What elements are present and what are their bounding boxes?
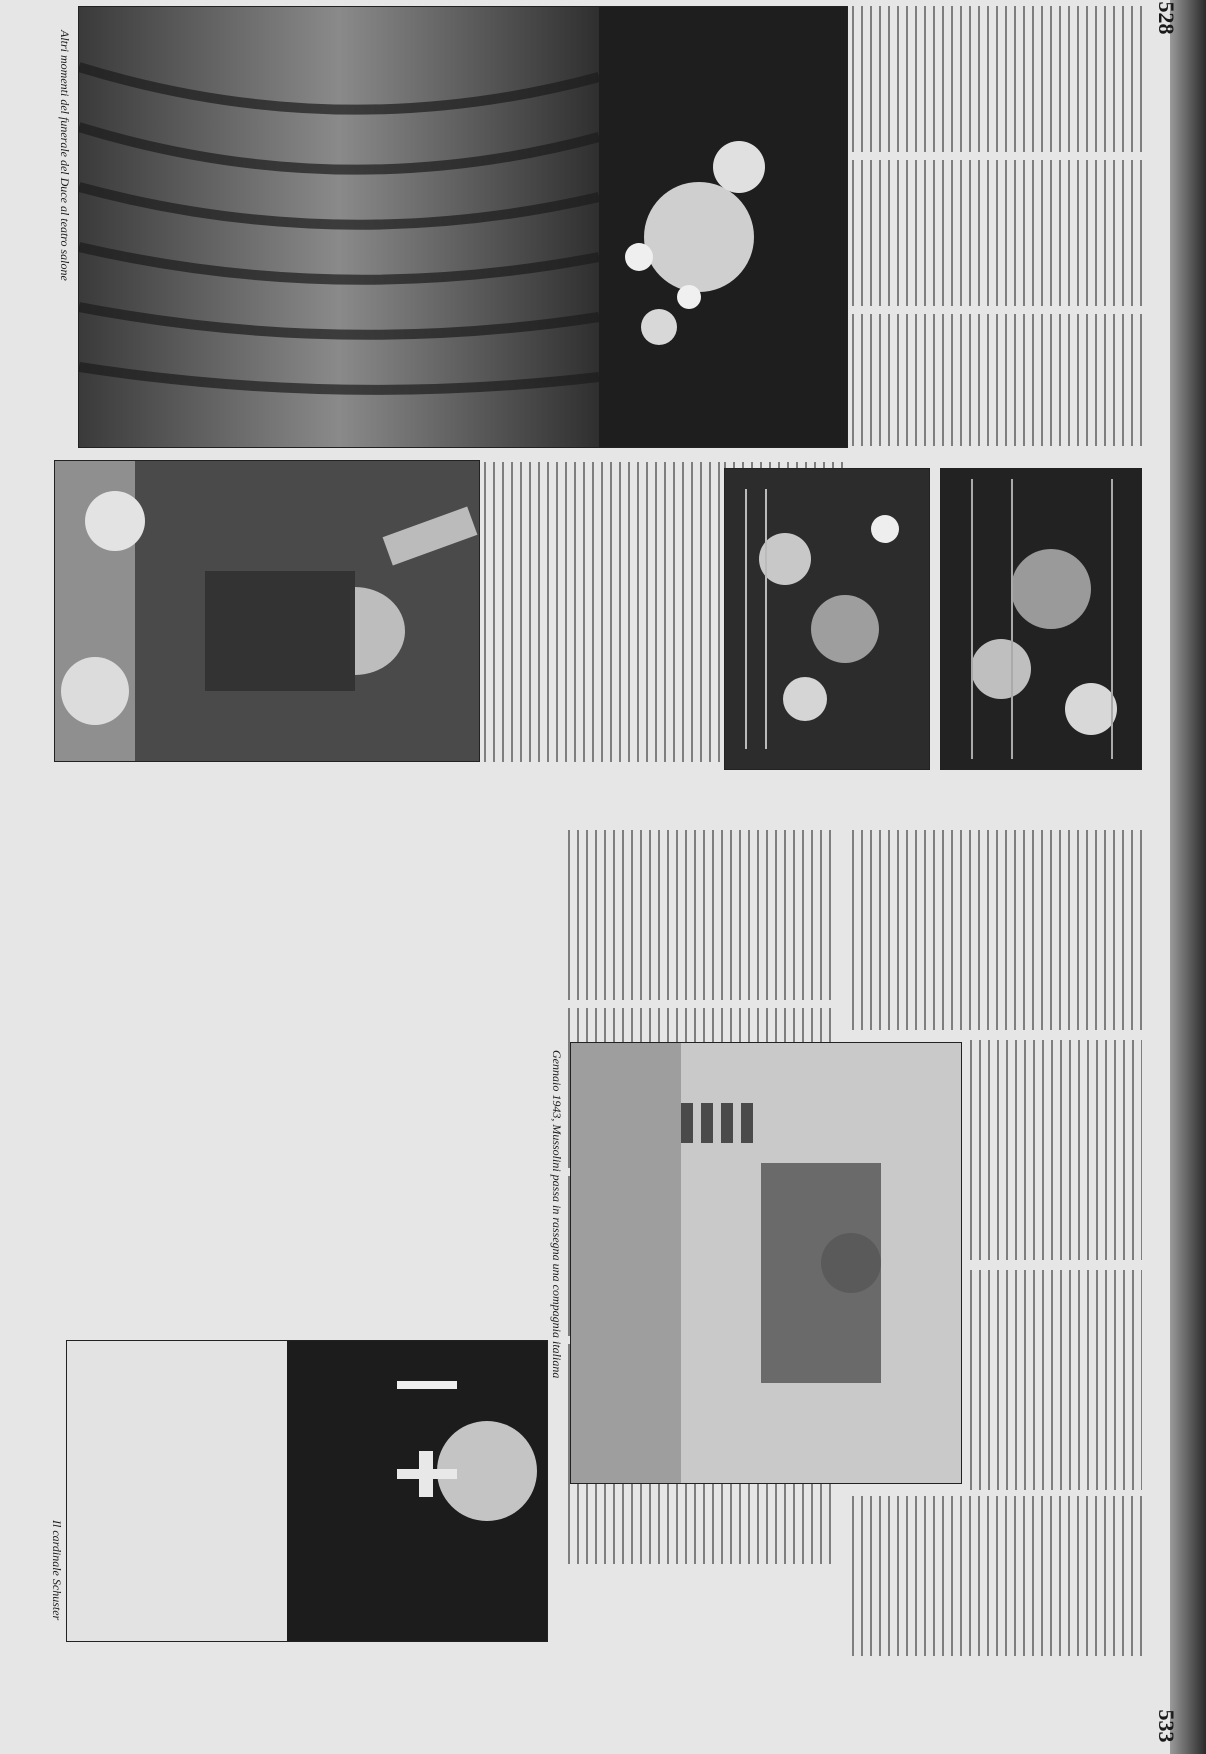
- folio-bottom: 533: [1154, 1709, 1179, 1743]
- crowd-mourning-image-2: [941, 469, 1141, 769]
- funeral-drape-photo: [78, 6, 848, 448]
- caption-top-left: Altri momenti del funerale del Duce al teatro salone: [58, 30, 72, 281]
- saluting-officer-image: [55, 461, 479, 761]
- text-column-middle-1: [484, 462, 720, 762]
- text-column-top-right-2: [852, 160, 1142, 306]
- funeral-drape-image: [79, 7, 847, 447]
- page-binding-edge: [1170, 0, 1206, 1754]
- crowd-mourning-photo-1: [724, 468, 930, 770]
- cardinal-portrait-image: [67, 1341, 547, 1641]
- caption-bottom-photo: Gennaio 1943, Mussolini passa in rassegna una compagnia italiana: [550, 1050, 564, 1379]
- text-column-bottom-right-3: [970, 1270, 1142, 1490]
- text-column-bottom-1: [568, 830, 838, 1000]
- text-column-bottom-right-2: [970, 1040, 1142, 1260]
- inspection-image: [571, 1043, 961, 1483]
- folio-top: 528: [1154, 1, 1179, 35]
- crowd-mourning-photo-2: [940, 468, 1142, 770]
- caption-bottom-left: Il cardinale Schuster: [50, 1520, 64, 1621]
- cardinal-portrait-photo: [66, 1340, 548, 1642]
- saluting-officer-photo: [54, 460, 480, 762]
- inspection-photo: [570, 1042, 962, 1484]
- text-column-top-right-3: [852, 314, 1142, 446]
- text-column-bottom-right-4: [852, 1496, 1142, 1656]
- crowd-mourning-image-1: [725, 469, 929, 769]
- text-column-top-right-1: [852, 6, 1142, 152]
- text-column-bottom-right-1: [852, 830, 1142, 1030]
